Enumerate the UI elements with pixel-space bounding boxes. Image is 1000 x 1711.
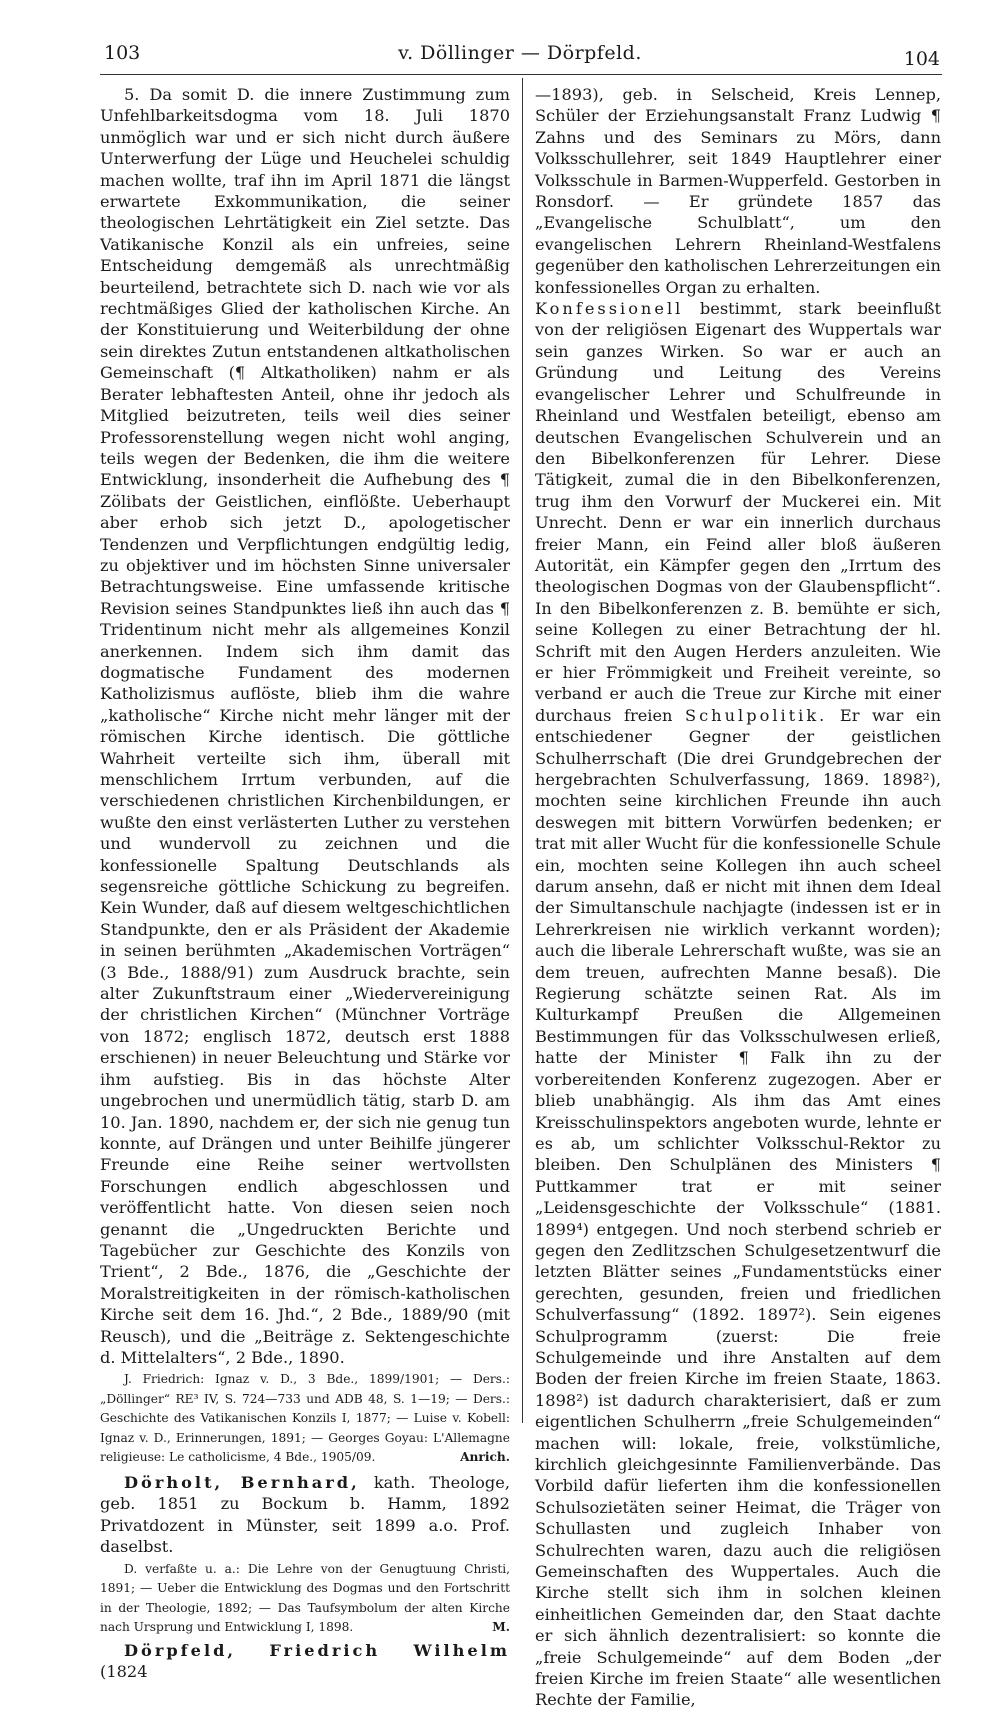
doerpfeld-confessional-section xyxy=(535,298,941,1711)
confessional-keyword: Konfessionell xyxy=(535,299,684,319)
dorholt-text: kath. Theologe, geb. 1851 zu Bockum b. Hamm, 1892 Privatdozent in Münster, seit 1899 a.o. Prof. daselbst. xyxy=(100,1472,510,1557)
doerpfeld-biography: —1893), geb. in Selscheid, Kreis Lennep, Schüler der Erziehungsanstalt Franz Ludwig ¶ Zahns und des Seminars zu Mörs, dann Volksschullehrer, seit 1849 Hauptlehrer einer Volksschule in Barmen-Wupperfeld. Gestorben in Ronsdorf. — Er gründete 1857 das „Evangelische Schulblatt“, um den evangelischen Lehrern Rheinland-Westfalens gegenüber den katholischen Lehrerzeitungen ein konfessionelles Organ zu erhalten. xyxy=(535,85,941,297)
column-divider xyxy=(522,78,523,1423)
dorholt-headword: Dörholt, Bernhard, xyxy=(124,1472,360,1492)
school-politics-text: Er war ein entschiedener Gegner der geistlichen Schulherrschaft (Die drei Grundgebrechen der hergebrachten Schulverfassung, 1869. 1898²), mochten seine kirchlichen Freunde ihn auch deswegen mit bittern Vorwürfen bedenken; er trat mit aller Wucht für die konfessionelle Schule ein, mochten seine Kollegen ihn auch scheel darum ansehn, daß er nicht mit ihnen dem Ideal der Simultanschule nachjagte (indessen ist er in Lehrerkreisen nie wirklich verkannt worden); auch die liberale Lehrerschaft wußte, was sie an dem treuen, aufrechten Manne besaß). Die Regierung schätzte seinen Rat. Als im Kulturkampf Preußen die Allgemeinen Bestimmungen für das Volksschulwesen erließ, hatte der Minister ¶ Falk ihn zu der vorbereitenden Konferenz zugezogen. Aber er blieb unabhängig. Als ihm das Amt eines Kreisschulinspektors angeboten wurde, lehnte er es ab, um schlichter Volksschul-Rektor zu bleiben. Den Schulplänen des Ministers ¶ Puttkammer trat er mit seiner „Leidensgeschichte der Volksschule“ (1881. 1899⁴) entgegen. Und noch sterbend schrieb er gegen den Zedlitzschen Schulgesetzentwurf die letzten Blätter seines „Fundamentstücks einer gerechten, gesunden, freien und friedlichen Schulverfassung“ (1892. 1897²). Sein eigenes Schulprogramm (zuerst: Die freie Schulgemeinde und ihre Anstalten auf dem Boden der freien Kirche im freien Staate, 1863. 1898²) ist dadurch charakterisiert, daß er zum eigentlichen Schulherrn „freie Schulgemeinden“ machen will: lokale, freie, volkstümliche, kirchlich gleichgesinnte Familienverbände. Das Vorbild dafür lieferten ihm die konfessionellen Schulsozietäten seiner Heimat, die Träger von Schullasten und zugleich Inhaber von Schulrechten waren, dazu auch die religiösen Gemeinschaften des Wuppertales. Auch die Kirche stellt sich ihm in solchen kleinen einheitlichen Gemeinden dar, den Staat dachte er sich ähnlich dezentralisiert: so konnte die „freie Schulgemeinde“ auf dem Boden „der freien Kirche im freien Staate“ alle wesentlichen Rechte der Familie, xyxy=(535,705,942,1710)
author-signature: Anrich. xyxy=(460,1450,510,1465)
right-column xyxy=(535,84,941,1711)
page-header xyxy=(100,38,940,70)
page-number-right: 104 xyxy=(903,48,940,70)
dorholt-literature-text: D. verfaßte u. a.: Die Lehre von der Genugtuung Christi, 1891; — Ueber die Entwicklung des Dogmas und den Fortschritt in der Theologie, 1892; — Das Taufsymbolum der alten Kirche nach Ursprung und Entwicklung I, 1898. xyxy=(100,1561,510,1634)
dorholt-literature xyxy=(100,1560,510,1638)
doerpfeld-dates-start: (1824 xyxy=(100,1661,148,1681)
running-title: v. Döllinger — Dörpfeld. xyxy=(398,42,642,64)
page-number-left: 103 xyxy=(104,42,141,64)
doellinger-section-5: 5. Da somit D. die innere Zustimmung zum Unfehlbarkeitsdogma vom 18. Juli 1870 unmöglich war und er sich nicht durch äußere Unterwerfung der Lüge und Heuchelei schuldig machen wollte, traf ihn im April 1871 die längst erwartete Exkommunikation, die seiner theologischen Lehrtätigkeit ein Ziel setzte. Das Vatikanische Konzil als ein unfreies, seine Entscheidung demgemäß als unrechtmäßig beurteilend, betrachtete sich D. nach wie vor als rechtmäßiges Glied der katholischen Kirche. An der Konstituierung und Weiterbildung der ohne sein direktes Zutun entstandenen altkatholischen Gemeinschaft (¶ Altkatholiken) nahm er als Berater lebhaftesten Anteil, ohne ihr jedoch als Mitglied beizutreten, teils weil dies seiner Professorenstellung wegen nicht wohl anging, teils wegen der Bedenken, die ihm die weitere Entwicklung, insonderheit die Aufhebung des ¶ Zölibats der Geistlichen, einflößte. Ueberhaupt aber erhob sich jetzt D., apologetischer Tendenzen und Verpflichtungen endgültig ledig, zu objektiver und im höchsten Sinne universaler Betrachtungsweise. Eine umfassende kritische Revision seines Standpunktes ließ ihn auch das ¶ Tridentinum nicht mehr als allgemeines Konzil anerkennen. Indem sich ihm damit das dogmatische Fundament des modernen Katholizismus auflöste, blieb ihm die wahre „katholische“ Kirche nicht mehr länger mit der römischen Kirche identisch. Die göttliche Wahrheit verteilte sich ihm, überall mit menschlichem Irrtum verbunden, auf die verschiedenen christlichen Kirchenbildungen, er wußte den einst verlästerten Luther zu verstehen und wundervoll zu zeichnen und die konfessionelle Spaltung Deutschlands als segensreiche göttliche Schickung zu begreifen. Kein Wunder, daß auf diesem weltgeschichtlichen Standpunkte, den er als Präsident der Akademie in seinen berühmten „Akademischen Vorträgen“ (3 Bde., 1888/91) zum Ausdruck brachte, sein alter Zukunftstraum einer „Wiedervereinigung der christlichen Kirchen“ (Münchner Vorträge von 1872; englisch 1872, deutsch erst 1888 erschienen) in neuer Beleuchtung und Stärke vor ihm aufstieg. Bis in das höchste Alter ungebrochen und unermüdlich tätig, starb D. am 10. Jan. 1890, nachdem er, der sich nie genug tun konnte, auf Drängen und unter Beihilfe jüngerer Freunde eine Reihe seiner wertvollsten Forschungen endlich abgeschlossen und veröffentlicht hatte. Von diesen seien noch genannt die „Ungedruckten Berichte und Tagebücher zur Geschichte des Konzils von Trient“, 2 Bde., 1876, die „Geschichte der Moralstreitigkeiten in der römisch-katholischen Kirche seit dem 16. Jhd.“, 2 Bde., 1889/90 (mit Reusch), und die „Beiträge z. Sektengeschichte d. Mittelalters“, 2 Bde., 1890. xyxy=(100,85,510,1367)
doellinger-literature xyxy=(100,1370,510,1468)
header-rule xyxy=(100,74,942,75)
doerpfeld-headword: Dörpfeld, Friedrich Wilhelm xyxy=(124,1640,510,1660)
doerpfeld-entry-start xyxy=(100,1640,510,1683)
school-politics-keyword: Schulpolitik. xyxy=(685,705,828,725)
literature-text: J. Friedrich: Ignaz v. D., 3 Bde., 1899/1901; — Ders.: „Döllinger“ RE³ IV, S. 724—733 und ADB 48, S. 1—19; — Ders.: Geschichte des Vatikanischen Konzils I, 1877; — Luise v. Kobell: Ignaz v. D., Erinnerungen, 1891; — Georges Goyau: L'Allemagne religieuse: Le catholicisme, 4 Bde., 1905/09. xyxy=(100,1372,510,1465)
left-column xyxy=(100,84,510,1682)
dorholt-signature: M. xyxy=(492,1620,510,1634)
confessional-text: bestimmt, stark beeinflußt von der religiösen Eigenart des Wuppertals war sein ganzes Wirken. So war er auch an Gründung und Leitung des Vereins evangelischer Lehrer und Schulfreunde in Rheinland und Westfalen beteiligt, ebenso am deutschen Evangelischen Schulverein und an den Bibelkonferenzen für Lehrer. Diese Tätigkeit, zumal die in den Bibelkonferenzen, trug ihm den Vorwurf der Muckerei ein. Mit Unrecht. Denn er war ein innerlich durchaus freier Mann, ein Feind aller bloß äußeren Autorität, ein Kämpfer gegen den „Irrtum des theologischen Dogmas von der Glaubenspflicht“. In den Bibelkonferenzen z. B. bemühte er sich, seine Kollegen zu einer Betrachtung der hl. Schrift mit den Augen Herders anzuleiten. Wie er hier Frömmigkeit und Freiheit vereinte, so verband er auch die Treue zur Kirche mit einer durchaus freien xyxy=(535,299,941,725)
dorholt-entry xyxy=(100,1472,510,1558)
